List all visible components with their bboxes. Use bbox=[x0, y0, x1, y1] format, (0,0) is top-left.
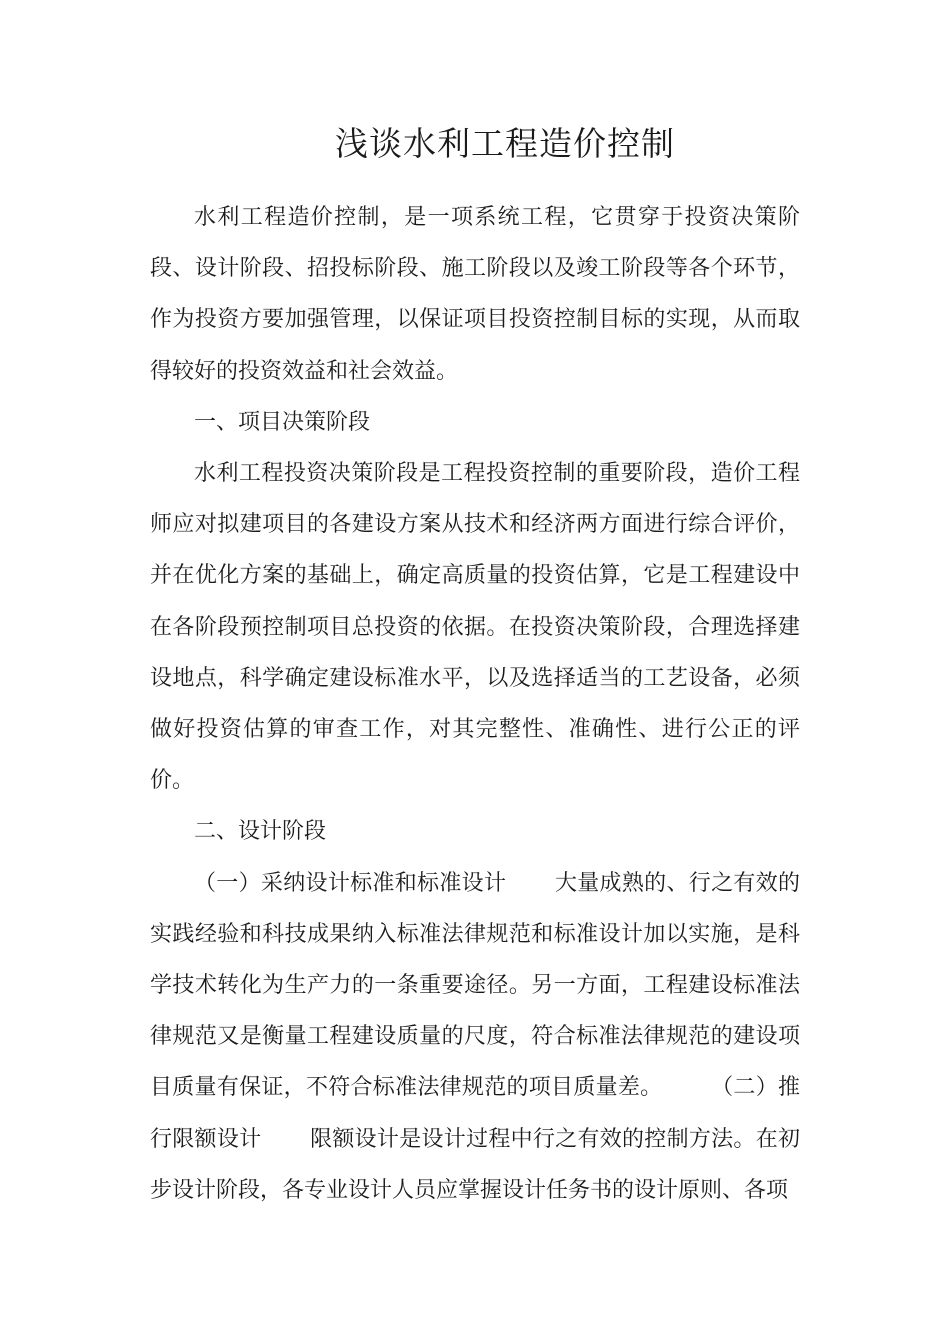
text-standard-design: 大量成熟的、行之有效的实践经验和科技成果纳入标准法律规范和标准设计加以实施，是科学技术转化为生产力的一条重要途径。另一方面，工程建设标准法律规范又是衡量工程建设质量的尺度，符合标准法律规范的建设项目质量有保证，不符合标准法律规范的项目质量差。 bbox=[150, 870, 800, 1101]
section-heading-decision: 一、项目决策阶段 bbox=[194, 409, 371, 435]
subheading-standard-design: （一）采纳设计标准和标准设计 bbox=[194, 870, 507, 896]
paragraph-decision: 水利工程投资决策阶段是工程投资控制的重要阶段，造价工程师应对拟建项目的各建设方案从技术和经济两方面进行综合评价，并在优化方案的基础上，确定高质量的投资估算，它是工程建设中在各阶段预控制项目总投资的依据。在投资决策阶段，合理选择建设地点，科学确定建设标准水平，以及选择适当的工艺设备，必须做好投资估算的审查工作，对其完整性、准确性、进行公正的评价。 bbox=[150, 461, 800, 794]
document-body bbox=[150, 192, 800, 1216]
page-title: 浅谈水利工程造价控制 bbox=[335, 124, 675, 163]
subheading-limit-design: （二）推行限额设计 bbox=[150, 1075, 800, 1152]
paragraph-intro: 水利工程造价控制，是一项系统工程，它贯穿于投资决策阶段、设计阶段、招投标阶段、施工阶段以及竣工阶段等各个环节，作为投资方要加强管理，以保证项目投资控制目标的实现，从而取得较好的投资效益和社会效益。 bbox=[150, 205, 800, 384]
paragraph-design bbox=[150, 858, 800, 1216]
section-heading-design: 二、设计阶段 bbox=[194, 819, 327, 845]
text-limit-design: 限额设计是设计过程中行之有效的控制方法。在初步设计阶段，各专业设计人员应掌握设计任务书的设计原则、各项 bbox=[150, 1126, 800, 1203]
